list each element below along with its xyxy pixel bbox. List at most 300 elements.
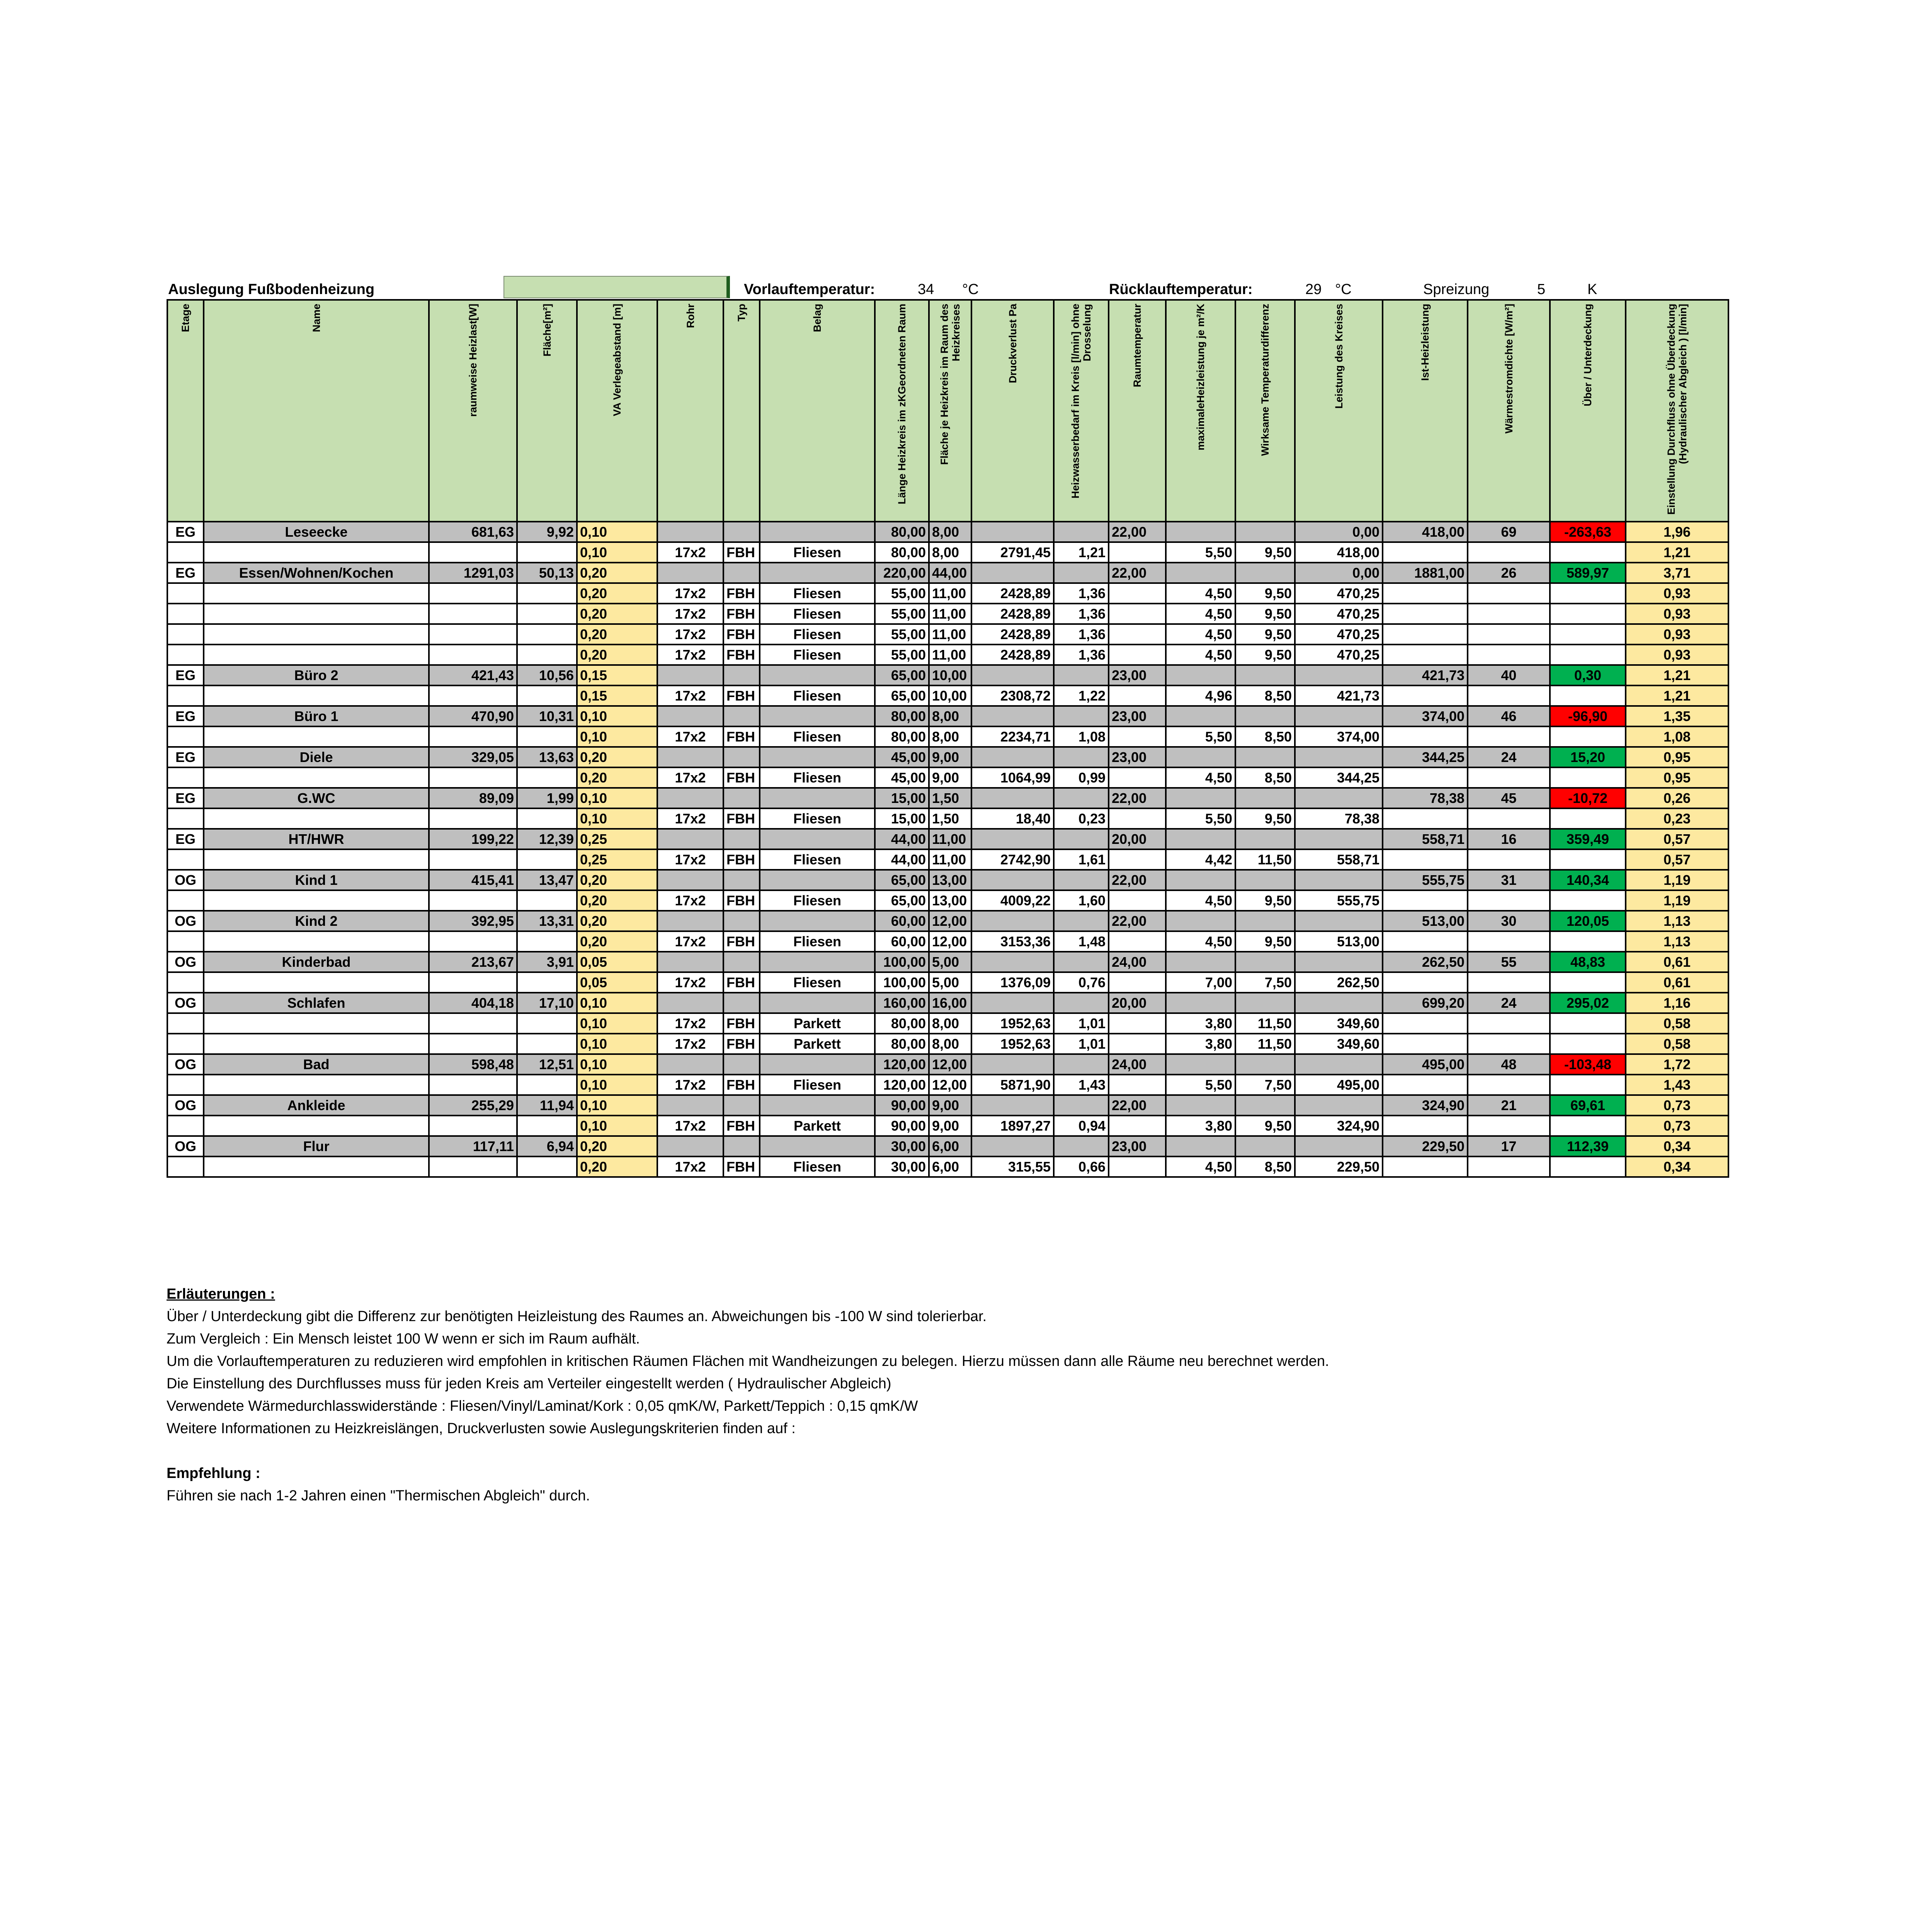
cell-flaeche xyxy=(517,931,577,952)
circuit-row xyxy=(167,808,1728,829)
cell-einst[interactable]: 0,93 xyxy=(1626,645,1728,665)
cell-druck xyxy=(971,1136,1054,1156)
cell-raumtemp: 23,00 xyxy=(1109,706,1166,726)
cell-maxhl: 4,50 xyxy=(1166,583,1235,604)
cell-etage xyxy=(167,542,204,563)
circuit-row xyxy=(167,604,1728,624)
cell-tdiff xyxy=(1235,563,1295,583)
cell-va[interactable]: 0,10 xyxy=(577,522,657,542)
cell-ist xyxy=(1383,542,1468,563)
cell-va[interactable]: 0,10 xyxy=(577,1054,657,1075)
cell-rohr xyxy=(657,1136,723,1156)
cell-rohr: 17x2 xyxy=(657,583,723,604)
cell-einst[interactable]: 0,93 xyxy=(1626,624,1728,645)
cell-wsd xyxy=(1468,890,1550,911)
cell-laenge: 65,00 xyxy=(875,870,929,890)
cell-heizlast xyxy=(429,808,517,829)
cell-va[interactable]: 0,20 xyxy=(577,767,657,788)
cell-name xyxy=(204,931,429,952)
cell-fl_hk: 8,00 xyxy=(929,726,971,747)
sheet-title: Auslegung Fußbodenheizung xyxy=(168,281,375,298)
cell-heizlast xyxy=(429,685,517,706)
cell-laenge: 65,00 xyxy=(875,890,929,911)
cell-einst[interactable]: 1,21 xyxy=(1626,665,1728,685)
cell-wsd xyxy=(1468,1075,1550,1095)
cell-rohr xyxy=(657,870,723,890)
cell-druck: 2742,90 xyxy=(971,849,1054,870)
cell-typ: FBH xyxy=(723,972,760,993)
cell-va[interactable]: 0,25 xyxy=(577,849,657,870)
cell-heizlast xyxy=(429,645,517,665)
cell-fl_hk: 11,00 xyxy=(929,829,971,849)
cell-heizlast: 392,95 xyxy=(429,911,517,931)
cell-einst[interactable]: 0,95 xyxy=(1626,767,1728,788)
cell-tdiff: 9,50 xyxy=(1235,542,1295,563)
cell-laenge: 160,00 xyxy=(875,993,929,1013)
cell-druck xyxy=(971,522,1054,542)
cell-rohr xyxy=(657,747,723,767)
cell-tdiff xyxy=(1235,665,1295,685)
cell-laenge: 45,00 xyxy=(875,747,929,767)
notes-heading: Erläuterungen : xyxy=(167,1286,275,1302)
cell-tdiff: 11,50 xyxy=(1235,1013,1295,1034)
cell-laenge: 15,00 xyxy=(875,788,929,808)
cell-wsd xyxy=(1468,808,1550,829)
cell-leistung: 349,60 xyxy=(1295,1013,1383,1034)
cell-ist: 374,00 xyxy=(1383,706,1468,726)
cell-einst[interactable]: 0,58 xyxy=(1626,1013,1728,1034)
cell-typ: FBH xyxy=(723,685,760,706)
cell-va[interactable]: 0,20 xyxy=(577,604,657,624)
cell-belag: Fliesen xyxy=(760,645,875,665)
cell-tdiff: 9,50 xyxy=(1235,1116,1295,1136)
cell-va[interactable]: 0,10 xyxy=(577,1075,657,1095)
cell-wsd: 40 xyxy=(1468,665,1550,685)
cell-einst[interactable]: 0,57 xyxy=(1626,849,1728,870)
cell-laenge: 60,00 xyxy=(875,911,929,931)
cell-ueber: 140,34 xyxy=(1550,870,1626,890)
cell-typ: FBH xyxy=(723,890,760,911)
cell-heizlast xyxy=(429,767,517,788)
cell-rohr: 17x2 xyxy=(657,767,723,788)
cell-rohr xyxy=(657,1095,723,1116)
cell-fl_hk: 10,00 xyxy=(929,685,971,706)
cell-typ: FBH xyxy=(723,542,760,563)
cell-wsd xyxy=(1468,972,1550,993)
cell-heizlast: 89,09 xyxy=(429,788,517,808)
cell-etage: EG xyxy=(167,563,204,583)
circuit-row xyxy=(167,1156,1728,1177)
cell-leistung xyxy=(1295,1136,1383,1156)
cell-belag xyxy=(760,870,875,890)
cell-rohr: 17x2 xyxy=(657,645,723,665)
cell-name xyxy=(204,1075,429,1095)
cell-va[interactable]: 0,10 xyxy=(577,726,657,747)
cell-typ: FBH xyxy=(723,1034,760,1054)
column-header-label: Wärmestromdichte [W/m²] xyxy=(1503,304,1515,434)
cell-raumtemp: 20,00 xyxy=(1109,993,1166,1013)
cell-va[interactable]: 0,10 xyxy=(577,788,657,808)
ruecklauf-label: Rücklauftemperatur: xyxy=(1109,281,1253,298)
cell-einst[interactable]: 1,13 xyxy=(1626,931,1728,952)
cell-tdiff: 9,50 xyxy=(1235,890,1295,911)
cell-typ xyxy=(723,870,760,890)
column-header-label: raumweise Heizlast[W] xyxy=(467,304,479,417)
cell-leistung xyxy=(1295,1054,1383,1075)
cell-va[interactable]: 0,15 xyxy=(577,665,657,685)
cell-belag xyxy=(760,788,875,808)
cell-etage: EG xyxy=(167,747,204,767)
cell-tdiff: 9,50 xyxy=(1235,931,1295,952)
cell-ueber xyxy=(1550,542,1626,563)
cell-flaeche: 13,63 xyxy=(517,747,577,767)
cell-laenge: 80,00 xyxy=(875,1013,929,1034)
cell-druck xyxy=(971,993,1054,1013)
column-header-label: Raumtemperatur xyxy=(1131,304,1143,388)
cell-va[interactable]: 0,20 xyxy=(577,1136,657,1156)
cell-einst[interactable]: 0,73 xyxy=(1626,1095,1728,1116)
cell-fl_hk: 1,50 xyxy=(929,788,971,808)
cell-fl_hk: 11,00 xyxy=(929,645,971,665)
cell-maxhl: 4,50 xyxy=(1166,1156,1235,1177)
cell-rohr: 17x2 xyxy=(657,890,723,911)
cell-ueber: -103,48 xyxy=(1550,1054,1626,1075)
cell-einst[interactable]: 0,23 xyxy=(1626,808,1728,829)
cell-flaeche: 12,39 xyxy=(517,829,577,849)
column-header xyxy=(760,300,875,522)
cell-raumtemp xyxy=(1109,1075,1166,1095)
cell-va[interactable]: 0,10 xyxy=(577,1116,657,1136)
cell-heizlast: 470,90 xyxy=(429,706,517,726)
cell-typ xyxy=(723,1136,760,1156)
cell-raumtemp: 24,00 xyxy=(1109,952,1166,972)
cell-etage xyxy=(167,624,204,645)
cell-einst[interactable]: 1,16 xyxy=(1626,993,1728,1013)
column-header xyxy=(657,300,723,522)
cell-wsd xyxy=(1468,604,1550,624)
cell-belag: Fliesen xyxy=(760,726,875,747)
cell-va[interactable]: 0,10 xyxy=(577,808,657,829)
cell-etage: EG xyxy=(167,829,204,849)
cell-wsd xyxy=(1468,1156,1550,1177)
cell-laenge: 55,00 xyxy=(875,604,929,624)
column-header xyxy=(1054,300,1109,522)
cell-wasser xyxy=(1054,870,1109,890)
cell-wasser: 0,66 xyxy=(1054,1156,1109,1177)
cell-va[interactable]: 0,10 xyxy=(577,1095,657,1116)
cell-raumtemp xyxy=(1109,849,1166,870)
cell-fl_hk: 9,00 xyxy=(929,1095,971,1116)
cell-typ xyxy=(723,952,760,972)
cell-va[interactable]: 0,10 xyxy=(577,542,657,563)
cell-raumtemp xyxy=(1109,1156,1166,1177)
cell-druck: 2428,89 xyxy=(971,583,1054,604)
cell-va[interactable]: 0,10 xyxy=(577,706,657,726)
title-input-cell[interactable] xyxy=(503,276,730,298)
cell-einst[interactable]: 1,35 xyxy=(1626,706,1728,726)
cell-name xyxy=(204,1116,429,1136)
cell-fl_hk: 9,00 xyxy=(929,1116,971,1136)
cell-flaeche xyxy=(517,583,577,604)
room-row xyxy=(167,788,1728,808)
circuit-row xyxy=(167,1013,1728,1034)
cell-typ: FBH xyxy=(723,1156,760,1177)
cell-va[interactable]: 0,15 xyxy=(577,685,657,706)
cell-maxhl xyxy=(1166,829,1235,849)
cell-leistung: 421,73 xyxy=(1295,685,1383,706)
cell-flaeche xyxy=(517,645,577,665)
cell-wasser: 1,36 xyxy=(1054,624,1109,645)
cell-typ xyxy=(723,747,760,767)
cell-laenge: 120,00 xyxy=(875,1075,929,1095)
cell-name: Schlafen xyxy=(204,993,429,1013)
cell-ist: 495,00 xyxy=(1383,1054,1468,1075)
cell-ist: 513,00 xyxy=(1383,911,1468,931)
cell-belag xyxy=(760,563,875,583)
cell-raumtemp: 23,00 xyxy=(1109,665,1166,685)
cell-etage xyxy=(167,890,204,911)
cell-druck: 5871,90 xyxy=(971,1075,1054,1095)
room-row xyxy=(167,1054,1728,1075)
cell-wsd: 55 xyxy=(1468,952,1550,972)
cell-leistung: 324,90 xyxy=(1295,1116,1383,1136)
cell-leistung xyxy=(1295,747,1383,767)
cell-einst[interactable]: 1,08 xyxy=(1626,726,1728,747)
room-row xyxy=(167,747,1728,767)
column-header-label: VA Verlegeabstand [m] xyxy=(611,304,623,417)
cell-druck: 2428,89 xyxy=(971,604,1054,624)
cell-wsd: 48 xyxy=(1468,1054,1550,1075)
cell-flaeche xyxy=(517,1075,577,1095)
cell-einst[interactable]: 1,43 xyxy=(1626,1075,1728,1095)
cell-tdiff xyxy=(1235,522,1295,542)
vorlauf-value[interactable]: 34 xyxy=(918,281,934,298)
cell-einst[interactable]: 0,93 xyxy=(1626,583,1728,604)
circuit-row xyxy=(167,583,1728,604)
cell-flaeche xyxy=(517,1013,577,1034)
cell-ueber xyxy=(1550,1013,1626,1034)
cell-laenge: 120,00 xyxy=(875,1054,929,1075)
cell-einst[interactable]: 0,26 xyxy=(1626,788,1728,808)
cell-tdiff xyxy=(1235,829,1295,849)
cell-rohr xyxy=(657,522,723,542)
cell-laenge: 90,00 xyxy=(875,1116,929,1136)
cell-einst[interactable]: 1,21 xyxy=(1626,542,1728,563)
cell-va[interactable]: 0,20 xyxy=(577,563,657,583)
cell-va[interactable]: 0,25 xyxy=(577,829,657,849)
cell-flaeche xyxy=(517,604,577,624)
cell-tdiff xyxy=(1235,870,1295,890)
cell-einst[interactable]: 1,72 xyxy=(1626,1054,1728,1075)
cell-maxhl xyxy=(1166,747,1235,767)
cell-maxhl: 4,50 xyxy=(1166,767,1235,788)
cell-ist: 262,50 xyxy=(1383,952,1468,972)
cell-laenge: 65,00 xyxy=(875,665,929,685)
room-row xyxy=(167,563,1728,583)
cell-name xyxy=(204,726,429,747)
cell-va[interactable]: 0,20 xyxy=(577,583,657,604)
cell-ueber: 359,49 xyxy=(1550,829,1626,849)
cell-belag: Fliesen xyxy=(760,1075,875,1095)
cell-wsd xyxy=(1468,542,1550,563)
cell-fl_hk: 11,00 xyxy=(929,604,971,624)
cell-ist: 555,75 xyxy=(1383,870,1468,890)
ruecklauf-value[interactable]: 29 xyxy=(1305,281,1322,298)
cell-ist: 229,50 xyxy=(1383,1136,1468,1156)
cell-einst[interactable]: 0,61 xyxy=(1626,972,1728,993)
cell-einst[interactable]: 1,21 xyxy=(1626,685,1728,706)
cell-va[interactable]: 0,20 xyxy=(577,1156,657,1177)
cell-wsd: 17 xyxy=(1468,1136,1550,1156)
heating-table xyxy=(167,299,1729,1178)
column-header-label: Über / Unterdeckung xyxy=(1582,304,1594,406)
cell-leistung: 349,60 xyxy=(1295,1034,1383,1054)
cell-wsd: 69 xyxy=(1468,522,1550,542)
cell-ueber xyxy=(1550,931,1626,952)
cell-fl_hk: 5,00 xyxy=(929,972,971,993)
circuit-row xyxy=(167,1116,1728,1136)
cell-flaeche xyxy=(517,767,577,788)
cell-leistung: 418,00 xyxy=(1295,542,1383,563)
cell-druck xyxy=(971,952,1054,972)
column-header xyxy=(875,300,929,522)
cell-einst[interactable]: 0,34 xyxy=(1626,1156,1728,1177)
cell-einst[interactable]: 0,57 xyxy=(1626,829,1728,849)
cell-ist: 558,71 xyxy=(1383,829,1468,849)
cell-va[interactable]: 0,10 xyxy=(577,1034,657,1054)
cell-belag xyxy=(760,747,875,767)
cell-etage: EG xyxy=(167,665,204,685)
cell-va[interactable]: 0,05 xyxy=(577,952,657,972)
cell-etage xyxy=(167,931,204,952)
cell-ist xyxy=(1383,645,1468,665)
cell-belag: Parkett xyxy=(760,1013,875,1034)
cell-belag xyxy=(760,522,875,542)
cell-heizlast: 1291,03 xyxy=(429,563,517,583)
cell-heizlast xyxy=(429,726,517,747)
cell-laenge: 30,00 xyxy=(875,1156,929,1177)
cell-raumtemp: 23,00 xyxy=(1109,1136,1166,1156)
cell-laenge: 30,00 xyxy=(875,1136,929,1156)
column-header-label: Typ xyxy=(736,304,747,321)
cell-va[interactable]: 0,10 xyxy=(577,993,657,1013)
column-header-label: maximaleHeizleistung je m²/K xyxy=(1195,304,1206,451)
cell-einst[interactable]: 3,71 xyxy=(1626,563,1728,583)
cell-maxhl xyxy=(1166,788,1235,808)
cell-flaeche xyxy=(517,1034,577,1054)
cell-fl_hk: 6,00 xyxy=(929,1156,971,1177)
cell-va[interactable]: 0,20 xyxy=(577,870,657,890)
cell-belag: Fliesen xyxy=(760,1156,875,1177)
column-header-label: Fläche je Heizkreis im Raum des Heizkreises xyxy=(939,304,962,465)
room-row xyxy=(167,870,1728,890)
cell-wasser xyxy=(1054,706,1109,726)
cell-druck xyxy=(971,911,1054,931)
column-header xyxy=(1383,300,1468,522)
cell-va[interactable]: 0,10 xyxy=(577,1013,657,1034)
cell-einst[interactable]: 0,58 xyxy=(1626,1034,1728,1054)
cell-ist xyxy=(1383,849,1468,870)
cell-druck: 2428,89 xyxy=(971,624,1054,645)
cell-fl_hk: 13,00 xyxy=(929,870,971,890)
cell-wasser xyxy=(1054,563,1109,583)
cell-tdiff xyxy=(1235,993,1295,1013)
circuit-row xyxy=(167,890,1728,911)
cell-rohr: 17x2 xyxy=(657,1034,723,1054)
cell-name xyxy=(204,972,429,993)
cell-etage xyxy=(167,685,204,706)
cell-va[interactable]: 0,20 xyxy=(577,931,657,952)
column-header-label: Ist-Heizleistung xyxy=(1419,304,1431,381)
cell-name: Büro 1 xyxy=(204,706,429,726)
cell-einst[interactable]: 0,73 xyxy=(1626,1116,1728,1136)
cell-einst[interactable]: 0,61 xyxy=(1626,952,1728,972)
circuit-row xyxy=(167,645,1728,665)
cell-laenge: 44,00 xyxy=(875,829,929,849)
cell-name: Essen/Wohnen/Kochen xyxy=(204,563,429,583)
cell-maxhl xyxy=(1166,563,1235,583)
cell-einst[interactable]: 1,19 xyxy=(1626,890,1728,911)
cell-va[interactable]: 0,20 xyxy=(577,747,657,767)
cell-tdiff: 9,50 xyxy=(1235,645,1295,665)
cell-va[interactable]: 0,20 xyxy=(577,911,657,931)
cell-maxhl xyxy=(1166,870,1235,890)
cell-etage xyxy=(167,972,204,993)
cell-druck xyxy=(971,788,1054,808)
cell-raumtemp xyxy=(1109,583,1166,604)
cell-ist: 418,00 xyxy=(1383,522,1468,542)
cell-laenge: 15,00 xyxy=(875,808,929,829)
cell-va[interactable]: 0,20 xyxy=(577,645,657,665)
cell-rohr xyxy=(657,952,723,972)
cell-va[interactable]: 0,05 xyxy=(577,972,657,993)
cell-etage xyxy=(167,1116,204,1136)
cell-flaeche xyxy=(517,685,577,706)
cell-einst[interactable]: 0,93 xyxy=(1626,604,1728,624)
cell-einst[interactable]: 0,34 xyxy=(1626,1136,1728,1156)
cell-einst[interactable]: 0,95 xyxy=(1626,747,1728,767)
cell-raumtemp xyxy=(1109,767,1166,788)
cell-tdiff xyxy=(1235,1054,1295,1075)
cell-rohr xyxy=(657,665,723,685)
cell-einst[interactable]: 1,96 xyxy=(1626,522,1728,542)
cell-wsd xyxy=(1468,685,1550,706)
circuit-row xyxy=(167,931,1728,952)
notes-section xyxy=(167,1283,1329,1507)
cell-laenge: 80,00 xyxy=(875,726,929,747)
cell-einst[interactable]: 1,19 xyxy=(1626,870,1728,890)
cell-flaeche xyxy=(517,542,577,563)
cell-heizlast xyxy=(429,1116,517,1136)
cell-fl_hk: 9,00 xyxy=(929,767,971,788)
cell-einst[interactable]: 1,13 xyxy=(1626,911,1728,931)
cell-va[interactable]: 0,20 xyxy=(577,624,657,645)
cell-maxhl: 5,50 xyxy=(1166,726,1235,747)
cell-name xyxy=(204,1156,429,1177)
cell-tdiff: 9,50 xyxy=(1235,583,1295,604)
cell-heizlast xyxy=(429,583,517,604)
cell-belag xyxy=(760,829,875,849)
cell-va[interactable]: 0,20 xyxy=(577,890,657,911)
cell-maxhl: 7,00 xyxy=(1166,972,1235,993)
cell-tdiff: 8,50 xyxy=(1235,685,1295,706)
cell-tdiff: 11,50 xyxy=(1235,849,1295,870)
cell-flaeche xyxy=(517,1156,577,1177)
cell-raumtemp xyxy=(1109,624,1166,645)
cell-flaeche: 10,31 xyxy=(517,706,577,726)
cell-tdiff xyxy=(1235,1136,1295,1156)
cell-heizlast: 329,05 xyxy=(429,747,517,767)
